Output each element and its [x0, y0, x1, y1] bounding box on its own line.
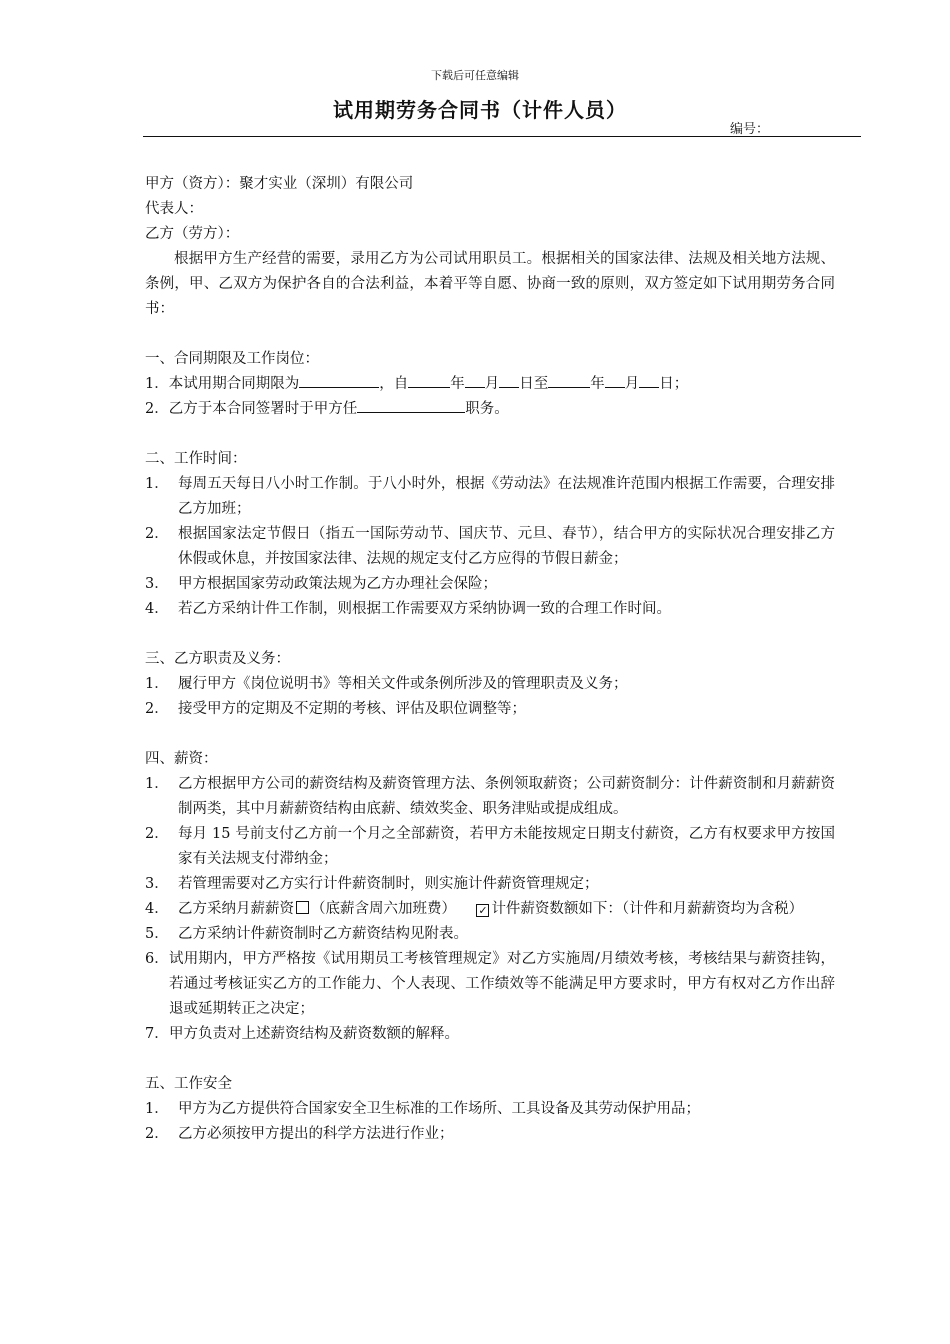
item-number: 1．	[145, 1101, 169, 1117]
item-text: 履行甲方《岗位说明书》等相关文件或条例所涉及的管理职责及义务；	[178, 676, 628, 692]
s3-item-2	[145, 697, 835, 722]
section-5-heading: 五、工作安全	[145, 1076, 232, 1092]
party-a: 甲方（资方）：聚才实业（深圳）有限公司	[145, 176, 414, 192]
item-text: 日；	[659, 376, 689, 392]
item-number: 4．	[145, 601, 169, 617]
s5-item-1	[145, 1097, 835, 1122]
s1-item-2	[145, 397, 835, 422]
item-text: 月	[624, 376, 640, 392]
s4-item-2	[145, 822, 835, 872]
item-number: 7．	[145, 1026, 169, 1042]
item-number: 1．	[145, 376, 169, 392]
start-year-blank[interactable]	[408, 373, 450, 388]
item-text	[178, 897, 835, 922]
item-text: 甲方为乙方提供符合国家安全卫生标准的工作场所、工具设备及其劳动保护用品；	[178, 1101, 700, 1117]
item-text: 若乙方采纳计件工作制，则根据工作需要双方采纳协调一致的合理工作时间。	[178, 601, 671, 617]
preamble: 根据甲方生产经营的需要，录用乙方为公司试用职员工。根据相关的国家法律、法规及相关地方法规、条例，甲、乙双方为保护各自的合法利益，本着平等自愿、协商一致的原则，双方签定如下试用期劳务合同书：	[145, 251, 835, 317]
monthly-salary-note: （底薪含周六加班费）	[311, 901, 456, 917]
s4-item-5	[145, 922, 835, 947]
item-text: 接受甲方的定期及不定期的考核、评估及职位调整等；	[178, 701, 526, 717]
section-4-heading: 四、薪资：	[145, 751, 218, 767]
s1-item-1	[145, 372, 835, 397]
item-number: 1．	[145, 676, 169, 692]
item-text: 每月 15 号前支付乙方前一个月之全部薪资，若甲方未能按规定日期支付薪资，乙方有权要求甲方按国家有关法规支付滞纳金；	[178, 826, 835, 867]
s5-item-2	[145, 1122, 835, 1147]
item-text: 乙方采纳计件薪资制时乙方薪资结构见附表。	[178, 926, 468, 942]
s2-item-3	[145, 572, 835, 597]
section-3-heading: 三、乙方职责及义务：	[145, 651, 290, 667]
s4-item-1	[145, 772, 835, 822]
header-rule	[143, 136, 861, 137]
position-blank[interactable]	[357, 398, 465, 413]
item-text: 试用期内，甲方严格按《试用期员工考核管理规定》对乙方实施周/月绩效考核，考核结果与薪资挂钩，若通过考核证实乙方的工作能力、个人表现、工作绩效等不能满足甲方要求时，甲方有权对乙方作出辞退或延期转正之决定；	[169, 951, 835, 1017]
end-year-blank[interactable]	[548, 373, 590, 388]
item-text: 年	[590, 376, 605, 392]
s4-item-6	[145, 947, 835, 1022]
section-2-heading: 二、工作时间：	[145, 451, 247, 467]
item-number: 3．	[145, 876, 169, 892]
monthly-salary-label: 乙方采纳月薪薪资	[178, 901, 294, 917]
s2-item-1	[145, 472, 835, 522]
item-text: 乙方于本合同签署时于甲方任	[168, 401, 358, 417]
contract-body	[145, 172, 835, 1147]
item-number: 1．	[145, 776, 169, 792]
end-day-blank[interactable]	[639, 373, 659, 388]
item-text: 根据国家法定节假日（指五一国际劳动节、国庆节、元旦、春节），结合甲方的实际状况合理安排乙方休假或休息，并按国家法律、法规的规定支付乙方应得的节假日薪金；	[178, 526, 835, 567]
item-number: 3．	[145, 576, 169, 592]
item-text: 月	[484, 376, 500, 392]
item-number: 2．	[145, 701, 169, 717]
s4-item-7	[145, 1022, 835, 1047]
item-number: 5．	[145, 926, 169, 942]
item-text: 甲方根据国家劳动政策法规为乙方办理社会保险；	[178, 576, 497, 592]
item-number: 2．	[145, 826, 169, 842]
top-note: 下载后可任意编辑	[431, 69, 519, 82]
item-text: 甲方负责对上述薪资结构及薪资数额的解释。	[169, 1026, 459, 1042]
item-text: 乙方根据甲方公司的薪资结构及薪资管理方法、条例领取薪资；公司薪资制分：计件薪资制和月薪薪资制两类，其中月薪薪资结构由底薪、绩效奖金、职务津贴或提成组成。	[178, 776, 835, 817]
end-month-blank[interactable]	[605, 373, 625, 388]
item-number: 4．	[145, 901, 169, 917]
representative: 代表人：	[145, 201, 203, 217]
s2-item-4	[145, 597, 835, 622]
s3-item-1	[145, 672, 835, 697]
piece-rate-label: 计件薪资数额如下：（计件和月薪薪资均为含税）	[491, 901, 804, 917]
item-text: 每周五天每日八小时工作制。于八小时外，根据《劳动法》在法规准许范围内根据工作需要，合理安排乙方加班；	[178, 476, 835, 517]
serial-number-label: 编号：	[730, 122, 770, 137]
item-text: 本试用期合同期限为	[168, 376, 300, 392]
s4-item-4	[145, 897, 835, 922]
section-1-heading: 一、合同期限及工作岗位：	[145, 351, 319, 367]
item-number: 2．	[145, 401, 169, 417]
item-number: 2．	[145, 526, 169, 542]
item-text: 日至	[519, 376, 549, 392]
item-text: 年	[450, 376, 465, 392]
s4-item-3	[145, 872, 835, 897]
item-number: 1．	[145, 476, 169, 492]
item-text: 乙方必须按甲方提出的科学方法进行作业；	[178, 1126, 454, 1142]
item-number: 6．	[145, 951, 169, 967]
item-text: ，自	[379, 376, 409, 392]
piece-rate-checkbox[interactable]: ✓	[478, 904, 488, 917]
item-text: 职务。	[465, 401, 509, 417]
item-text: 若管理需要对乙方实行计件薪资制时，则实施计件薪资管理规定；	[178, 876, 599, 892]
term-blank[interactable]	[299, 373, 379, 388]
monthly-salary-checkbox[interactable]	[296, 901, 309, 914]
document-title: 试用期劳务合同书（计件人员）	[333, 98, 627, 122]
party-b: 乙方（劳方）：	[145, 226, 240, 242]
item-number: 2．	[145, 1126, 169, 1142]
s2-item-2	[145, 522, 835, 572]
start-day-blank[interactable]	[499, 373, 519, 388]
start-month-blank[interactable]	[465, 373, 485, 388]
